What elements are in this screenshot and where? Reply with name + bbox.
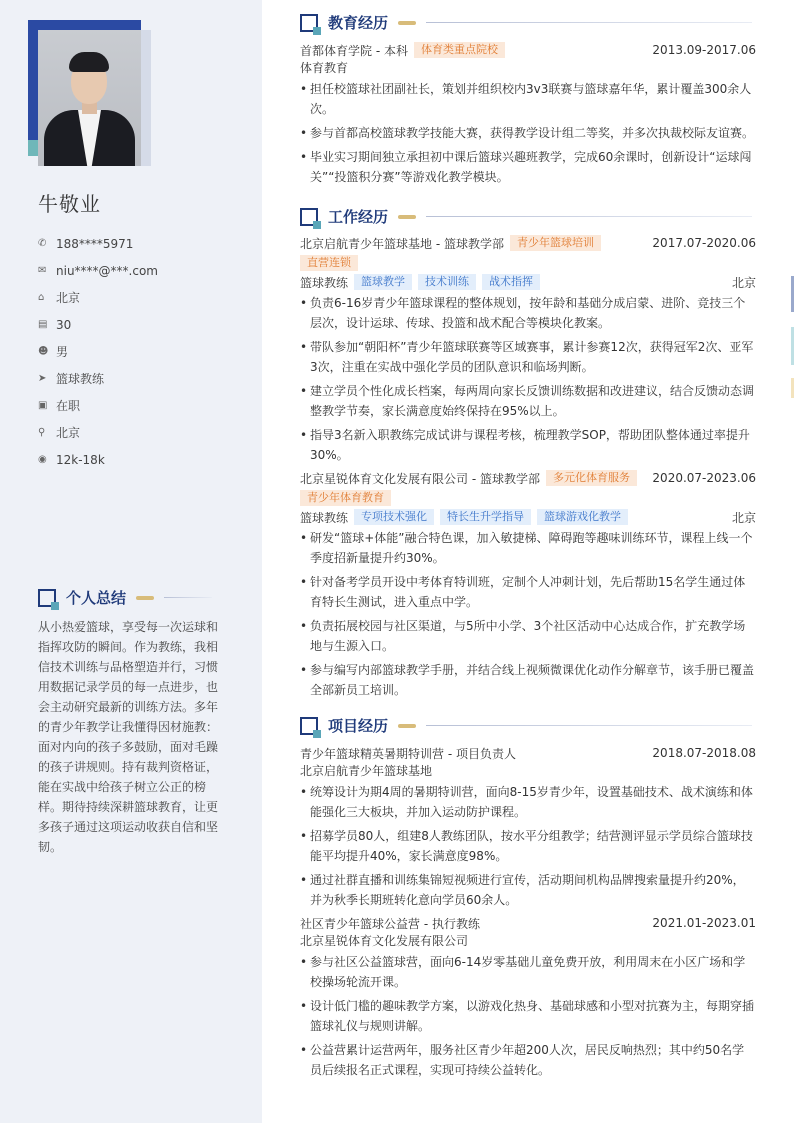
info-status: ▣ 在职 — [38, 399, 81, 413]
list-item: • 统筹设计为期4周的暑期特训营，面向8-15岁青少年，设置基础技术、战术演练和体能强化三大板块，并加入运动防护课程。 — [300, 782, 756, 822]
home-icon: ⌂ — [38, 292, 45, 303]
job-role: 篮球教练 — [300, 510, 349, 525]
skill-tag: 篮球游戏化教学 — [537, 509, 628, 525]
project-date: 2018.07-2018.08 — [652, 746, 756, 760]
skill-tag: 战术指挥 — [482, 274, 540, 290]
list-item: • 担任校篮球社团副社长，策划并组织校内3v3联赛与篮球嘉年华，累计覆盖300余人次。 — [300, 79, 756, 119]
section-icon — [300, 208, 318, 226]
email-icon: ✉ — [38, 265, 47, 276]
send-icon: ➤ — [38, 373, 47, 384]
sidebar — [0, 0, 262, 1123]
list-item: • 针对备考学员开设中考体育特训班，定制个人冲刺计划，先后帮助15名学生通过体育特长生测试，进入重点中学。 — [300, 572, 756, 612]
info-gender: ☻ 男 — [38, 345, 69, 359]
skill-tag: 技术训练 — [418, 274, 476, 290]
education-date: 2013.09-2017.06 — [652, 43, 756, 57]
info-email: ✉ niu****@***.com — [38, 263, 158, 278]
section-icon — [300, 14, 318, 32]
section-icon — [300, 717, 318, 735]
project-org: 北京启航青少年篮球基地 — [300, 764, 433, 778]
list-item: • 通过社群直播和训练集锦短视频进行宣传，活动期间机构品牌搜索量提升约20%，并为秋季长期班转化意向学员60余人。 — [300, 870, 756, 910]
project-bullets — [300, 782, 756, 910]
company-tag: 多元化体育服务 — [546, 470, 637, 486]
project-bullets — [300, 952, 756, 1080]
list-item: • 公益营累计运营两年，服务社区青少年超200人次，居民反响热烈；其中约50名学员后续报名正式课程，实现可持续公益转化。 — [300, 1040, 756, 1080]
company-name: 北京启航青少年篮球基地 - 篮球教学部 — [300, 236, 504, 251]
info-position: ➤ 篮球教练 — [38, 372, 105, 386]
company-tag: 青少年体育教育 — [300, 490, 391, 506]
education-section — [300, 41, 756, 191]
company-tag: 直营连锁 — [300, 255, 358, 271]
major: 体育教育 — [300, 61, 349, 75]
list-item: • 研发“篮球+体能”融合特色课，加入敏捷梯、障碍跑等趣味训练环节，课程上线一个季度招新量提升约30%。 — [300, 528, 756, 568]
job-date: 2020.07-2023.06 — [652, 471, 756, 485]
job-bullets — [300, 293, 756, 465]
avatar — [28, 20, 152, 168]
money-icon: ◉ — [38, 454, 47, 465]
summary-text: 从小热爱篮球，享受每一次运球和指挥攻防的瞬间。作为教练，我相信技术训练与品格塑造并行，习惯用数据记录学员的每一点进步，也会主动研究最新的训练方法。多年的青少年教学让我懂得因材施教：面对内向的孩子多鼓励，面对毛躁的孩子讲规则。持有裁判资格证，能在实战中给孩子树立公正的榜样。期待持续深耕篮球教育，让更多孩子通过这项运动收获自信和坚韧。 — [38, 620, 219, 854]
list-item: • 设计低门槛的趣味教学方案，以游戏化热身、基础球感和小型对抗赛为主，每期穿插篮球礼仪与规则讲解。 — [300, 996, 756, 1036]
section-icon — [38, 589, 56, 607]
project-org: 北京星锐体育文化发展有限公司 — [300, 934, 469, 948]
cake-icon: ▤ — [38, 319, 48, 330]
job-city: 北京 — [731, 510, 756, 525]
info-phone: ✆ 188****5971 — [38, 236, 134, 251]
location-pin-icon: ⚲ — [38, 427, 46, 438]
info-location: ⌂ 北京 — [38, 291, 81, 305]
list-item: • 参与编写内部篮球教学手册，并结合线上视频微课优化动作分解章节，该手册已覆盖全部新员工培训。 — [300, 660, 756, 700]
job-role: 篮球教练 — [300, 275, 349, 290]
list-item: • 负责拓展校园与社区渠道，与5所中小学、3个社区活动中心达成合作，扩充教学场地与生源入口。 — [300, 616, 756, 656]
list-item: • 参与首都高校篮球教学技能大赛，获得教学设计组二等奖，并多次执裁校际友谊赛。 — [300, 123, 756, 143]
skill-tag: 篮球教学 — [354, 274, 412, 290]
phone-icon: ✆ — [38, 238, 47, 249]
education-header: 教育经历 — [300, 12, 752, 33]
summary-header: 个人总结 — [38, 587, 212, 608]
profile-photo — [38, 30, 141, 166]
list-item: • 负责6-16岁青少年篮球课程的整体规划，按年龄和基础分成启蒙、进阶、竞技三个层次，设计运球、传球、投篮和战术配合等模块化教案。 — [300, 293, 756, 333]
list-item: • 建立学员个性化成长档案，每两周向家长反馈训练数据和改进建议，结合反馈动态调整教学节奏，家长满意度始终保持在95%以上。 — [300, 381, 756, 421]
photo-frame-shadow — [140, 30, 151, 166]
contact-info — [38, 230, 158, 473]
skill-tag: 专项技术强化 — [354, 509, 434, 525]
education-bullets — [300, 79, 756, 187]
candidate-name: 牛敬业 — [38, 192, 101, 216]
list-item: • 招募学员80人，组建8人教练团队，按水平分组教学；结营测评显示学员综合篮球技能平均提升40%，家长满意度98%。 — [300, 826, 756, 866]
job-bullets — [300, 528, 756, 700]
company-name: 北京星锐体育文化发展有限公司 - 篮球教学部 — [300, 471, 540, 486]
info-salary: ◉ 12k-18k — [38, 452, 105, 467]
project-name: 社区青少年篮球公益营 - 执行教练 — [300, 916, 480, 931]
list-item: • 参与社区公益篮球营，面向6-14岁零基础儿童免费开放，利用周末在小区广场和学校操场轮流开课。 — [300, 952, 756, 992]
work-header: 工作经历 — [300, 206, 752, 227]
projects-section — [300, 744, 756, 1084]
list-item: • 指导3名新入职教练完成试讲与课程考核，梳理教学SOP，帮助团队整体通过率提升30%。 — [300, 425, 756, 465]
job-city: 北京 — [731, 275, 756, 290]
gender-icon: ☻ — [38, 346, 49, 357]
projects-header: 项目经历 — [300, 715, 752, 736]
info-target-city: ⚲ 北京 — [38, 426, 81, 440]
list-item: • 带队参加“朝阳杯”青少年篮球联赛等区域赛事，累计参赛12次，获得冠军2次、亚军3次，注重在实战中强化学员的团队意识和临场判断。 — [300, 337, 756, 377]
info-age: ▤ 30 — [38, 317, 72, 332]
job-date: 2017.07-2020.06 — [652, 236, 756, 250]
work-section — [300, 234, 756, 704]
company-tag: 青少年篮球培训 — [510, 235, 601, 251]
briefcase-icon: ▣ — [38, 400, 48, 411]
skill-tag: 特长生升学指导 — [440, 509, 531, 525]
school-name: 首都体育学院 - 本科 — [300, 43, 408, 58]
school-tag: 体育类重点院校 — [414, 42, 505, 58]
project-date: 2021.01-2023.01 — [652, 916, 756, 930]
project-name: 青少年篮球精英暑期特训营 - 项目负责人 — [300, 746, 516, 761]
list-item: • 毕业实习期间独立承担初中课后篮球兴趣班教学，完成60余课时，创新设计“运球闯关”“投篮积分赛”等游戏化教学模块。 — [300, 147, 756, 187]
